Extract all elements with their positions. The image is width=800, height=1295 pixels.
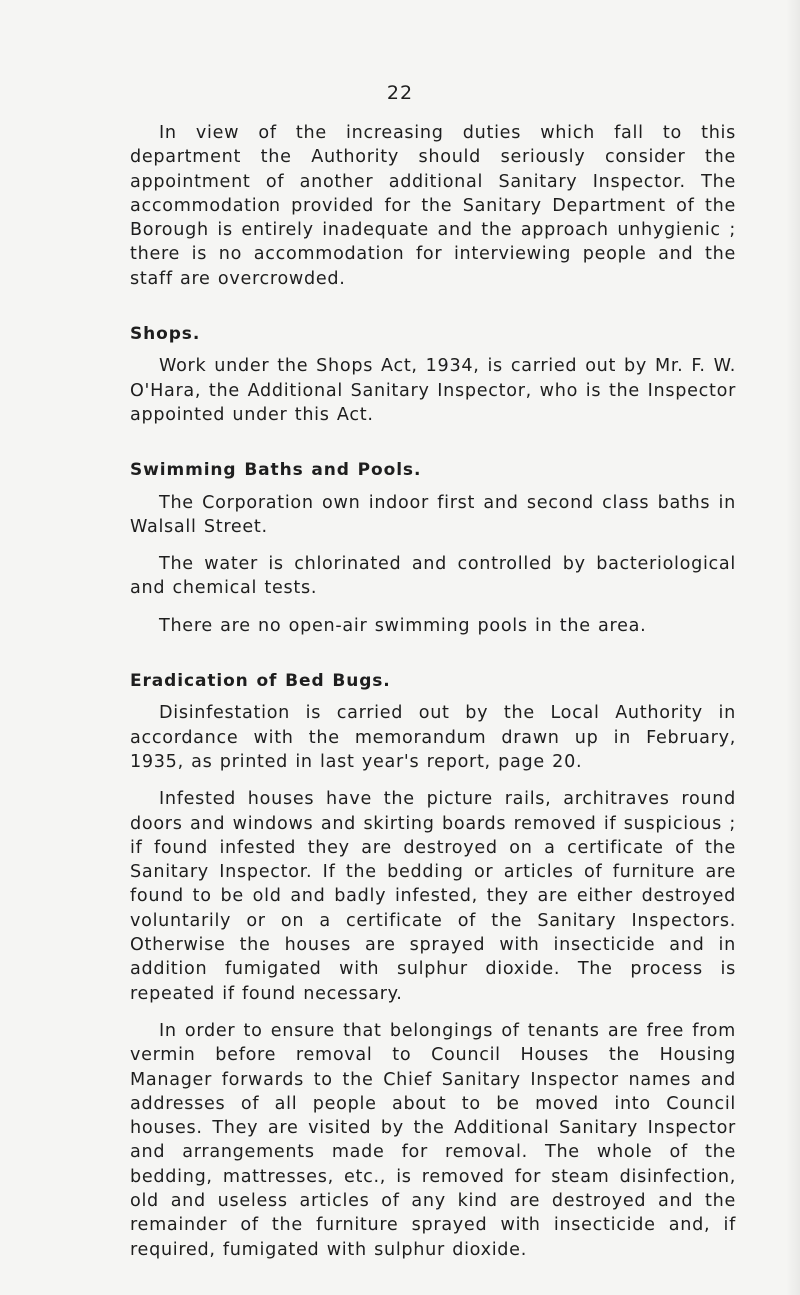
section-heading-swimming: Swimming Baths and Pools. (130, 460, 422, 481)
swimming-paragraph: The water is chlorinated and controlled by bacteriological and chemical tests. (130, 554, 736, 599)
bed-bugs-paragraph: Disinfestation is carried out by the Local Authority in accordance with the memorandum drawn up in February, 1935, as printed in last year's report, page 20. (130, 703, 736, 772)
swimming-paragraph: The Corporation own indoor first and second class baths in Walsall Street. (130, 492, 736, 537)
page-edge-shadow (786, 0, 800, 1295)
section-heading-shops: Shops. (130, 324, 201, 345)
intro-paragraph: In view of the increasing duties which fall to this department the Authority should seriously consider the appointment of another additional Sanitary Inspector. The accommodation provided for the Sanitary Department of the Borough is entirely inadequate and the approach unhygienic ; there is no accommodation for interviewing people and the staff are overcrowded. (130, 123, 736, 289)
section-heading-bed-bugs: Eradication of Bed Bugs. (130, 671, 391, 692)
bed-bugs-paragraph: In order to ensure that belongings of tenants are free from vermin before removal to Council Houses the Housing Manager forwards to the Chief Sanitary Inspector names and addresses of all people about to be moved into Council houses. They are visited by the Additional Sanitary Inspector and arrangements made for removal. The whole of the bedding, mattresses, etc., is removed for steam disinfection, old and useless articles of any kind are destroyed and the remainder of the furniture sprayed with insecticide and, if required, fumigated with sulphur dioxide. (130, 1020, 736, 1260)
swimming-paragraph: There are no open-air swimming pools in the area. (159, 615, 647, 636)
page-number: 22 (386, 82, 414, 104)
bed-bugs-paragraph: Infested houses have the picture rails, architraves round doors and windows and skirting boards removed if suspicious ; if found infested they are destroyed on a certificate of the Sanitary Inspector. If the bedding or articles of furniture are found to be old and badly infested, they are either destroyed voluntarily or on a certificate of the Sanitary Inspectors. Otherwise the houses are sprayed with insecticide and in addition fumigated with sulphur dioxide. The process is repeated if found necessary. (130, 789, 736, 1004)
document-body (130, 121, 736, 1262)
shops-paragraph: Work under the Shops Act, 1934, is carried out by Mr. F. W. O'Hara, the Additional Sanitary Inspector, who is the Inspector appointed under this Act. (130, 356, 736, 425)
